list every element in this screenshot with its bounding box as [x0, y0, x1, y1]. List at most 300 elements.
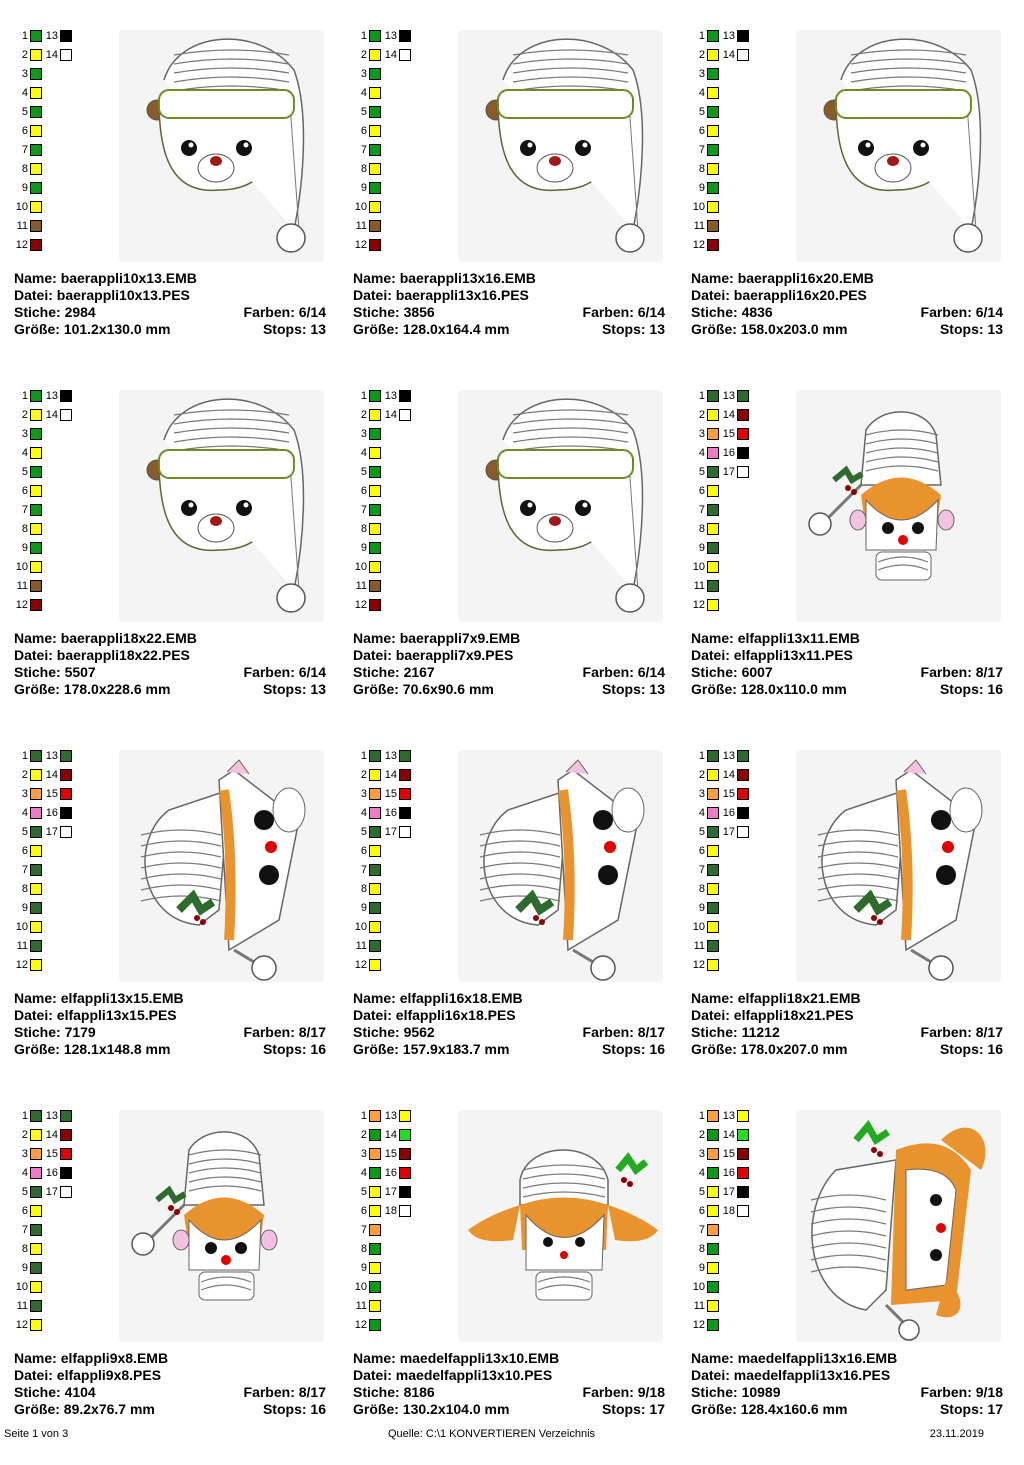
colors-label: Farben:: [920, 304, 976, 320]
color-count: 6/14: [975, 304, 1003, 320]
swatch-color-box: [737, 466, 749, 478]
color-swatch: [14, 1262, 94, 1281]
design-name-line: [14, 270, 326, 287]
swatch-number: 12: [354, 959, 367, 971]
swatch-number: 6: [698, 125, 705, 137]
color-swatch: [691, 523, 771, 542]
color-swatch: [691, 883, 771, 902]
design-file: maedelfappli13x10.PES: [395, 1367, 553, 1383]
swatch-color-box: [30, 428, 42, 440]
color-swatch: [353, 428, 433, 447]
swatch-number: 2: [21, 409, 28, 421]
design-file: baerappli10x13.PES: [56, 287, 190, 303]
color-swatch: [14, 845, 94, 864]
swatch-number: 16: [722, 447, 735, 459]
swatch-color-box: [60, 788, 72, 800]
swatch-color-box: [30, 182, 42, 194]
color-swatch: [14, 428, 94, 447]
swatch-number: 3: [360, 68, 367, 80]
swatch-number: 11: [16, 940, 28, 952]
swatch-number: 8: [698, 163, 705, 175]
swatch-number: 3: [698, 428, 705, 440]
swatch-color-box: [737, 788, 749, 800]
stitches-line: [353, 664, 665, 681]
name-label: Name:: [353, 630, 400, 646]
stop-count: 13: [649, 321, 665, 337]
color-swatch-list: [691, 1110, 771, 1340]
swatch-color-box: [707, 144, 719, 156]
size-label: Größe:: [691, 681, 741, 697]
swatch-color-box: [369, 1300, 381, 1312]
swatch-color-box: [707, 959, 719, 971]
design-file-line: [14, 1367, 326, 1384]
size-label: Größe:: [691, 1401, 741, 1417]
color-swatch: [14, 1167, 94, 1186]
swatch-color-box: [369, 68, 381, 80]
stops-label: Stops:: [262, 681, 311, 697]
design-preview-image: [119, 30, 324, 262]
swatch-color-box: [369, 182, 381, 194]
color-swatch: [353, 1129, 433, 1148]
swatch-number: 6: [360, 125, 367, 137]
swatch-color-box: [30, 1319, 42, 1331]
swatch-number: 16: [45, 807, 58, 819]
swatch-color-box: [707, 542, 719, 554]
swatch-color-box: [737, 750, 749, 762]
color-swatch-list: [14, 390, 94, 620]
file-label: Datei:: [353, 1007, 396, 1023]
swatch-color-box: [707, 940, 719, 952]
swatch-color-box: [369, 580, 381, 592]
swatch-number: 10: [15, 561, 28, 573]
swatch-color-box: [707, 87, 719, 99]
swatch-color-box: [737, 1148, 749, 1160]
swatch-number: 15: [45, 788, 58, 800]
color-swatch: [691, 220, 771, 239]
design-file-line: [353, 287, 665, 304]
color-swatch: [353, 1205, 433, 1224]
color-swatch: [353, 769, 433, 788]
color-swatch: [353, 1148, 433, 1167]
swatch-color-box: [369, 125, 381, 137]
swatch-number: 8: [698, 1243, 705, 1255]
swatch-number: 3: [21, 788, 28, 800]
swatch-number: 14: [45, 49, 58, 61]
design-file-line: [353, 1367, 665, 1384]
color-swatch: [353, 1319, 433, 1338]
design-info: [353, 1350, 665, 1418]
stops-label: Stops:: [939, 1041, 988, 1057]
swatch-number: 14: [384, 409, 397, 421]
stitches-label: Stiche:: [353, 304, 404, 320]
swatch-number: 3: [360, 788, 367, 800]
swatch-number: 8: [360, 163, 367, 175]
design-preview-image: [796, 390, 1001, 622]
design-name-line: [353, 270, 665, 287]
swatch-number: 8: [360, 883, 367, 895]
design-card: [14, 390, 334, 745]
swatch-number: 10: [692, 921, 705, 933]
swatch-number: 2: [698, 769, 705, 781]
swatch-number: 9: [360, 902, 367, 914]
swatch-number: 12: [354, 1319, 367, 1331]
swatch-color-box: [30, 239, 42, 251]
swatch-number: 8: [21, 523, 28, 535]
stitch-count: 2984: [64, 304, 96, 320]
color-swatch: [353, 1281, 433, 1300]
swatch-number: 13: [722, 750, 735, 762]
swatch-number: 16: [384, 807, 397, 819]
file-label: Datei:: [691, 287, 734, 303]
design-size: 128.0x164.4 mm: [402, 321, 510, 337]
design-name: baerappli13x16.EMB: [399, 270, 536, 286]
color-swatch: [353, 1300, 433, 1319]
design-file-line: [14, 287, 326, 304]
color-swatch: [353, 1224, 433, 1243]
swatch-number: 10: [15, 921, 28, 933]
color-swatch: [14, 921, 94, 940]
swatch-number: 4: [698, 1167, 705, 1179]
swatch-number: 9: [698, 542, 705, 554]
design-size: 128.0x110.0 mm: [740, 681, 847, 697]
swatch-color-box: [369, 542, 381, 554]
size-line: [691, 1041, 1003, 1058]
design-file: elfappli9x8.PES: [56, 1367, 162, 1383]
color-swatch: [353, 30, 433, 49]
swatch-number: 13: [384, 750, 397, 762]
color-swatch: [691, 1262, 771, 1281]
design-file-line: [14, 647, 326, 664]
color-swatch: [353, 845, 433, 864]
design-size: 157.9x183.7 mm: [402, 1041, 510, 1057]
stops-label: Stops:: [601, 321, 650, 337]
swatch-color-box: [369, 504, 381, 516]
stitches-label: Stiche:: [14, 1024, 65, 1040]
color-swatch: [691, 921, 771, 940]
design-card: [691, 750, 1011, 1105]
design-name: baerappli16x20.EMB: [737, 270, 874, 286]
design-info: [14, 990, 326, 1058]
color-swatch-list: [353, 750, 433, 980]
color-swatch: [14, 409, 94, 428]
color-swatch: [353, 1262, 433, 1281]
swatch-number: 10: [692, 201, 705, 213]
color-swatch: [691, 504, 771, 523]
swatch-color-box: [399, 769, 411, 781]
swatch-number: 10: [354, 1281, 367, 1293]
swatch-number: 13: [722, 390, 735, 402]
swatch-color-box: [399, 807, 411, 819]
color-swatch: [14, 807, 94, 826]
swatch-color-box: [707, 883, 719, 895]
colors-label: Farben:: [243, 1024, 299, 1040]
swatch-number: 5: [698, 1186, 705, 1198]
swatch-color-box: [707, 902, 719, 914]
swatch-number: 14: [45, 1129, 58, 1141]
swatch-color-box: [399, 1129, 411, 1141]
swatch-number: 10: [692, 1281, 705, 1293]
swatch-color-box: [369, 561, 381, 573]
design-file: elfappli16x18.PES: [395, 1007, 516, 1023]
size-line: [353, 1401, 665, 1418]
swatch-color-box: [369, 1262, 381, 1274]
swatch-number: 5: [21, 106, 28, 118]
color-swatch: [691, 1148, 771, 1167]
swatch-color-box: [30, 883, 42, 895]
color-swatch: [14, 1110, 94, 1129]
stitches-label: Stiche:: [14, 304, 65, 320]
color-swatch: [691, 769, 771, 788]
swatch-color-box: [30, 485, 42, 497]
design-name: baerappli7x9.EMB: [399, 630, 521, 646]
color-count: 8/17: [637, 1024, 665, 1040]
name-label: Name:: [353, 990, 400, 1006]
swatch-color-box: [30, 125, 42, 137]
swatch-number: 10: [354, 921, 367, 933]
swatch-number: 6: [21, 845, 28, 857]
swatch-number: 7: [360, 1224, 367, 1236]
color-swatch: [691, 902, 771, 921]
color-swatch-list: [691, 30, 771, 260]
swatch-number: 15: [384, 1148, 397, 1160]
swatch-number: 2: [21, 769, 28, 781]
color-swatch: [691, 485, 771, 504]
color-swatch-list: [14, 1110, 94, 1340]
swatch-color-box: [60, 30, 72, 42]
swatch-number: 7: [21, 1224, 28, 1236]
swatch-number: 6: [360, 485, 367, 497]
swatch-number: 14: [384, 1129, 397, 1141]
color-swatch: [14, 239, 94, 258]
swatch-color-box: [30, 201, 42, 213]
swatch-number: 1: [360, 750, 367, 762]
color-swatch: [14, 220, 94, 239]
color-swatch: [353, 523, 433, 542]
swatch-number: 4: [360, 447, 367, 459]
swatch-number: 2: [698, 1129, 705, 1141]
swatch-color-box: [30, 1300, 42, 1312]
swatch-color-box: [707, 845, 719, 857]
color-swatch: [353, 826, 433, 845]
size-line: [14, 321, 326, 338]
design-file-line: [691, 287, 1003, 304]
design-file: elfappli18x21.PES: [733, 1007, 854, 1023]
design-size: 158.0x203.0 mm: [740, 321, 848, 337]
color-swatch: [14, 580, 94, 599]
design-name: maedelfappli13x10.EMB: [399, 1350, 560, 1366]
swatch-number: 5: [21, 466, 28, 478]
color-swatch: [691, 49, 771, 68]
stitches-line: [691, 1384, 1003, 1401]
swatch-color-box: [707, 201, 719, 213]
swatch-number: 14: [384, 769, 397, 781]
stitches-line: [691, 664, 1003, 681]
swatch-color-box: [30, 1262, 42, 1274]
color-swatch: [353, 959, 433, 978]
swatch-color-box: [30, 1281, 42, 1293]
design-name-line: [14, 630, 326, 647]
swatch-number: 9: [698, 1262, 705, 1274]
swatch-color-box: [30, 1243, 42, 1255]
swatch-number: 15: [384, 788, 397, 800]
swatch-color-box: [369, 428, 381, 440]
stitches-line: [691, 1024, 1003, 1041]
swatch-number: 2: [21, 1129, 28, 1141]
stitch-count: 7179: [64, 1024, 96, 1040]
swatch-number: 7: [698, 144, 705, 156]
swatch-color-box: [707, 485, 719, 497]
design-size: 178.0x207.0 mm: [740, 1041, 848, 1057]
swatch-number: 7: [21, 504, 28, 516]
stops-label: Stops:: [601, 1041, 650, 1057]
size-line: [14, 1401, 326, 1418]
swatch-number: 9: [698, 902, 705, 914]
stitches-label: Stiche:: [691, 664, 742, 680]
color-swatch: [691, 826, 771, 845]
swatch-color-box: [707, 1319, 719, 1331]
color-swatch: [14, 1224, 94, 1243]
design-size: 89.2x76.7 mm: [63, 1401, 155, 1417]
design-preview-image: [119, 390, 324, 622]
color-swatch: [353, 940, 433, 959]
swatch-color-box: [369, 163, 381, 175]
color-swatch: [14, 1300, 94, 1319]
color-swatch: [353, 201, 433, 220]
swatch-number: 13: [45, 390, 58, 402]
color-swatch: [691, 580, 771, 599]
swatch-color-box: [737, 1205, 749, 1217]
color-swatch: [14, 750, 94, 769]
swatch-number: 7: [360, 144, 367, 156]
stitches-label: Stiche:: [353, 664, 404, 680]
color-count: 6/14: [298, 664, 326, 680]
swatch-number: 13: [45, 30, 58, 42]
swatch-number: 18: [384, 1205, 397, 1217]
colors-label: Farben:: [243, 1384, 299, 1400]
design-file-line: [353, 1007, 665, 1024]
name-label: Name:: [691, 990, 738, 1006]
swatch-color-box: [737, 1129, 749, 1141]
color-count: 6/14: [637, 304, 665, 320]
design-info: [353, 270, 665, 338]
swatch-number: 2: [21, 49, 28, 61]
design-size: 70.6x90.6 mm: [402, 681, 494, 697]
color-swatch: [353, 750, 433, 769]
print-date: 23.11.2019: [929, 1428, 984, 1440]
stitches-line: [353, 1384, 665, 1401]
swatch-number: 6: [698, 845, 705, 857]
swatch-number: 17: [722, 466, 735, 478]
color-swatch: [14, 599, 94, 618]
design-preview-image: [458, 390, 663, 622]
swatch-number: 12: [15, 959, 28, 971]
swatch-number: 14: [384, 49, 397, 61]
swatch-color-box: [30, 921, 42, 933]
swatch-color-box: [399, 1148, 411, 1160]
swatch-color-box: [707, 561, 719, 573]
swatch-number: 11: [355, 1300, 367, 1312]
colors-label: Farben:: [582, 664, 638, 680]
swatch-number: 11: [355, 580, 367, 592]
swatch-number: 4: [360, 807, 367, 819]
stop-count: 16: [649, 1041, 665, 1057]
design-info: [691, 990, 1003, 1058]
name-label: Name:: [691, 630, 738, 646]
swatch-number: 11: [355, 940, 367, 952]
swatch-color-box: [60, 1110, 72, 1122]
swatch-color-box: [369, 902, 381, 914]
design-size: 178.0x228.6 mm: [63, 681, 171, 697]
swatch-color-box: [369, 144, 381, 156]
swatch-color-box: [707, 523, 719, 535]
name-label: Name:: [691, 270, 738, 286]
color-swatch: [353, 921, 433, 940]
design-preview-image: [796, 750, 1001, 982]
stop-count: 16: [987, 681, 1003, 697]
swatch-number: 17: [384, 826, 397, 838]
color-swatch: [353, 864, 433, 883]
color-swatch: [14, 87, 94, 106]
design-card: [14, 750, 334, 1105]
design-name-line: [353, 990, 665, 1007]
swatch-number: 9: [360, 182, 367, 194]
design-size: 101.2x130.0 mm: [63, 321, 171, 337]
color-swatch: [353, 485, 433, 504]
size-line: [14, 1041, 326, 1058]
design-file-line: [691, 647, 1003, 664]
file-label: Datei:: [14, 287, 57, 303]
color-swatch: [14, 125, 94, 144]
color-swatch: [691, 845, 771, 864]
color-swatch: [353, 466, 433, 485]
stops-label: Stops:: [601, 1401, 650, 1417]
swatch-color-box: [30, 68, 42, 80]
design-card: [691, 390, 1011, 745]
swatch-number: 9: [21, 182, 28, 194]
stitches-line: [14, 1024, 326, 1041]
stitches-label: Stiche:: [353, 1384, 404, 1400]
swatch-color-box: [369, 466, 381, 478]
swatch-number: 12: [15, 1319, 28, 1331]
color-swatch: [691, 447, 771, 466]
swatch-color-box: [737, 1167, 749, 1179]
swatch-number: 1: [21, 390, 28, 402]
color-swatch: [14, 30, 94, 49]
swatch-number: 3: [360, 428, 367, 440]
swatch-number: 9: [21, 1262, 28, 1274]
swatch-number: 1: [698, 1110, 705, 1122]
stitches-line: [691, 304, 1003, 321]
stitches-line: [353, 1024, 665, 1041]
stop-count: 17: [987, 1401, 1003, 1417]
swatch-color-box: [737, 807, 749, 819]
design-file-line: [691, 1367, 1003, 1384]
swatch-number: 7: [698, 864, 705, 876]
design-preview-image: [796, 30, 1001, 262]
color-count: 6/14: [637, 664, 665, 680]
design-card: [14, 1110, 334, 1465]
file-label: Datei:: [691, 647, 734, 663]
design-preview-image: [796, 1110, 1001, 1342]
stops-label: Stops:: [262, 1401, 311, 1417]
swatch-number: 4: [698, 447, 705, 459]
swatch-color-box: [30, 504, 42, 516]
design-file: baerappli18x22.PES: [56, 647, 190, 663]
swatch-number: 8: [698, 883, 705, 895]
swatch-number: 3: [21, 1148, 28, 1160]
swatch-color-box: [369, 959, 381, 971]
color-swatch: [691, 959, 771, 978]
